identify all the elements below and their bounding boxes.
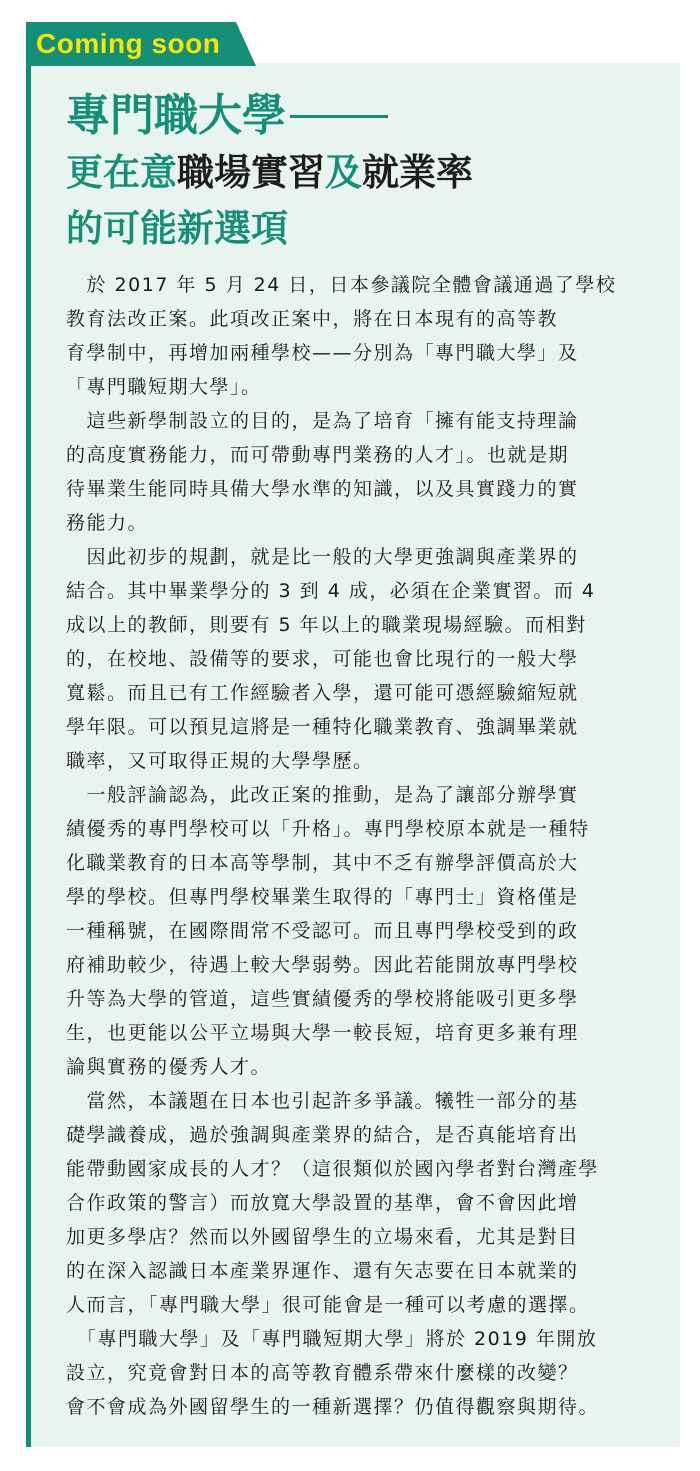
paragraph-line: 礎學識養成，過於強調與產業界的結合，是否真能培育出	[66, 1124, 579, 1146]
title-dash	[290, 115, 388, 118]
title-part-3: 及	[325, 150, 362, 194]
paragraph-line: 學的學校。但專門學校畢業生取得的「專門士」資格僅是	[66, 886, 579, 908]
paragraph-line: 「專門職短期大學」。	[66, 376, 262, 398]
paragraph-line: 升等為大學的管道，這些實績優秀的學校將能吸引更多學	[66, 988, 579, 1010]
article-title	[66, 88, 666, 256]
paragraph-line: 績優秀的專門學校可以「升格」。專門學校原本就是一種特	[66, 818, 590, 840]
paragraph-line: 成以上的教師，則要有 5 年以上的職業現場經驗。而相對	[66, 614, 587, 636]
paragraph-line: 的在深入認識日本產業界運作、還有矢志要在日本就業的	[66, 1260, 579, 1282]
paragraph-line: 加更多學店？然而以外國留學生的立場來看，尤其是對目	[66, 1226, 579, 1248]
paragraph-line: 設立，究竟會對日本的高等教育體系帶來什麼樣的改變？	[66, 1362, 579, 1384]
paragraph-line: 這些新學制設立的目的，是為了培育「擁有能支持理論	[66, 410, 579, 432]
paragraph-line: 務能力。	[66, 512, 149, 534]
paragraph	[66, 404, 652, 540]
paragraph-line: 當然，本議題在日本也引起許多爭議。犧牲一部分的基	[66, 1090, 579, 1112]
paragraph-line: 學年限。可以預見這將是一種特化職業教育、強調畢業就	[66, 716, 579, 738]
paragraph-line: 化職業教育的日本高等學制，其中不乏有辦學評價高於大	[66, 852, 579, 874]
title-line-2	[66, 144, 666, 200]
paragraph-line: 教育法改正案。此項改正案中，將在日本現有的高等教	[66, 308, 559, 330]
paragraph-line: 寬鬆。而且已有工作經驗者入學，還可能可憑經驗縮短就	[66, 682, 579, 704]
paragraph-line: 合作政策的警言）而放寬大學設置的基準，會不會因此增	[66, 1192, 579, 1214]
paragraph	[66, 1084, 652, 1322]
paragraph	[66, 778, 652, 1084]
paragraph-line: 一般評論認為，此改正案的推動，是為了讓部分辦學實	[66, 784, 579, 806]
paragraph-line: 「專門職大學」及「專門職短期大學」將於 2019 年開放	[66, 1328, 598, 1350]
paragraph-line: 能帶動國家成長的人才？（這很類似於國內學者對台灣產學	[66, 1158, 600, 1180]
paragraph-line: 會不會成為外國留學生的一種新選擇？仍值得觀察與期待。	[66, 1396, 600, 1418]
title-part-4: 就業率	[362, 150, 473, 194]
paragraph-line: 一種稱號，在國際間常不受認可。而且專門學校受到的政	[66, 920, 579, 942]
paragraph-line: 育學制中，再增加兩種學校——分別為「專門職大學」及	[66, 342, 579, 364]
title-line-3: 的可能新選項	[66, 206, 288, 250]
title-main-text: 專門職大學	[66, 90, 286, 141]
paragraph-line: 待畢業生能同時具備大學水準的知識，以及具實踐力的實	[66, 478, 579, 500]
paragraph-line: 人而言，「專門職大學」很可能會是一種可以考慮的選擇。	[66, 1294, 590, 1316]
paragraph-line: 因此初步的規劃，就是比一般的大學更強調與產業界的	[66, 546, 579, 568]
paragraph-line: 的，在校地、設備等的要求，可能也會比現行的一般大學	[66, 648, 579, 670]
paragraph	[66, 1322, 652, 1424]
paragraph-line: 的高度實務能力，而可帶動專門業務的人才」。也就是期	[66, 444, 570, 466]
paragraph	[66, 540, 652, 778]
paragraph	[66, 268, 652, 404]
paragraph-line: 職率，又可取得正規的大學學歷。	[66, 750, 374, 772]
paragraph-line: 於 2017 年 5 月 24 日，日本參議院全體會議通過了學校	[66, 274, 617, 296]
title-line-1	[66, 88, 666, 144]
paragraph-line: 論與實務的優秀人才。	[66, 1056, 272, 1078]
title-part-1: 更在意	[66, 150, 177, 194]
paragraph-line: 生，也更能以公平立場與大學一較長短，培育更多兼有理	[66, 1022, 579, 1044]
title-part-2: 職場實習	[177, 150, 325, 194]
paragraph-line: 府補助較少，待遇上較大學弱勢。因此若能開放專門學校	[66, 954, 579, 976]
article-body	[66, 268, 652, 1424]
coming-soon-label: Coming soon	[36, 28, 221, 59]
paragraph-line: 結合。其中畢業學分的 3 到 4 成，必須在企業實習。而 4	[66, 580, 596, 602]
